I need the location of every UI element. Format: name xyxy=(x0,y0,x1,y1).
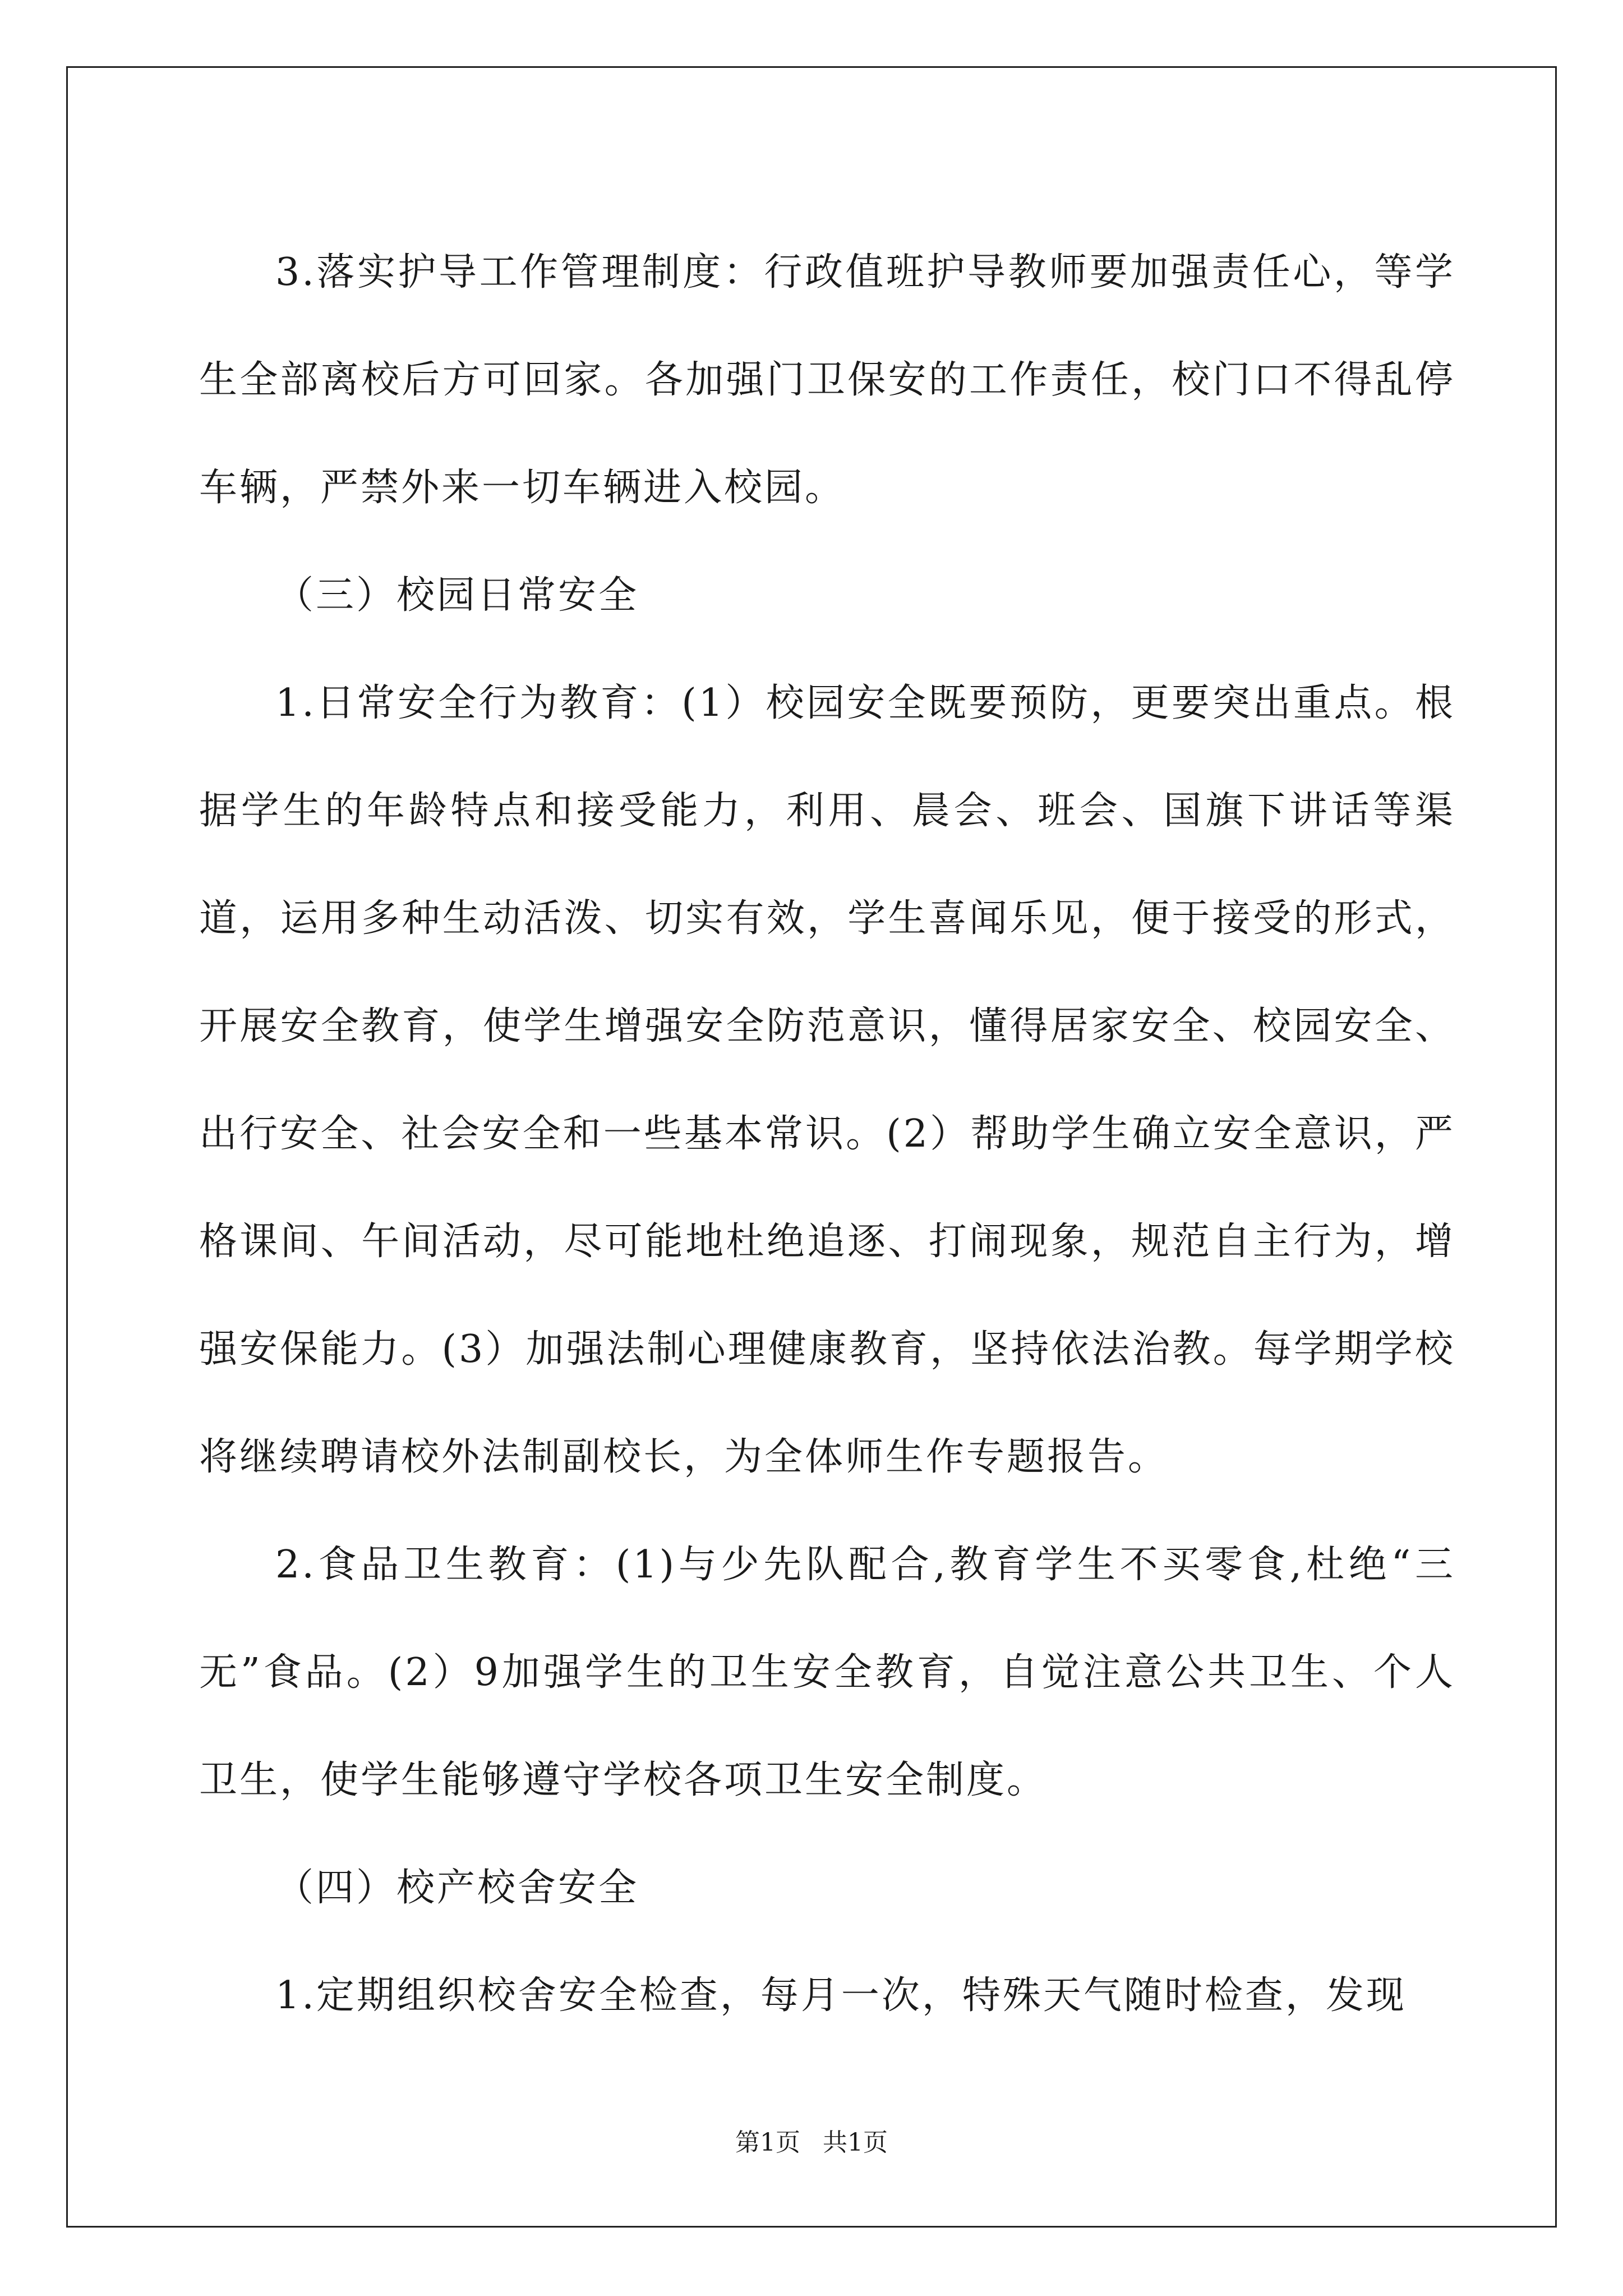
section-heading-daily-safety: （三）校园日常安全 xyxy=(275,573,639,618)
page-number-current: 第1页 xyxy=(735,2128,800,2157)
paragraph-patrol-management: 3.落实护导工作管理制度：行政值班护导教师要加强责任心，等学生全部离校后方可回家。各加强门卫保安的工作责任，校门口不得乱停车辆，严禁外来一切车辆进入校园。 xyxy=(199,250,1455,510)
paragraph-food-hygiene-education: 2.食品卫生教育：(1)与少先队配合,教育学生不买零食,杜绝“三无”食品。(2）9加强学生的卫生安全教育，自觉注意公共卫生、个人卫生，使学生能够遵守学校各项卫生安全制度。 xyxy=(199,1543,1455,1802)
page-footer xyxy=(0,2126,1623,2160)
paragraph-building-inspection: 1.定期组织校舍安全检查，每月一次，特殊天气随时检查，发现 xyxy=(275,1973,1407,2018)
section-heading-property-safety: （四）校产校舍安全 xyxy=(275,1866,639,1910)
paragraph-safety-behavior-education: 1.日常安全行为教育：(1）校园安全既要预防，更要突出重点。根据学生的年龄特点和接受能力，利用、晨会、班会、国旗下讲话等渠道，运用多种生动活泼、切实有效，学生喜闻乐见，便于接受的形式，开展安全教育，使学生增强安全防范意识，懂得居家安全、校园安全、出行安全、社会安全和一些基本常识。(2）帮助学生确立安全意识，严格课间、午间活动，尽可能地杜绝追逐、打闹现象，规范自主行为，增强安保能力。(3）加强法制心理健康教育，坚持依法治教。每学期学校将继续聘请校外法制副校长，为全体师生作专题报告。 xyxy=(199,681,1455,1479)
page-number-total: 共1页 xyxy=(823,2128,888,2157)
document-body xyxy=(199,219,1455,2050)
